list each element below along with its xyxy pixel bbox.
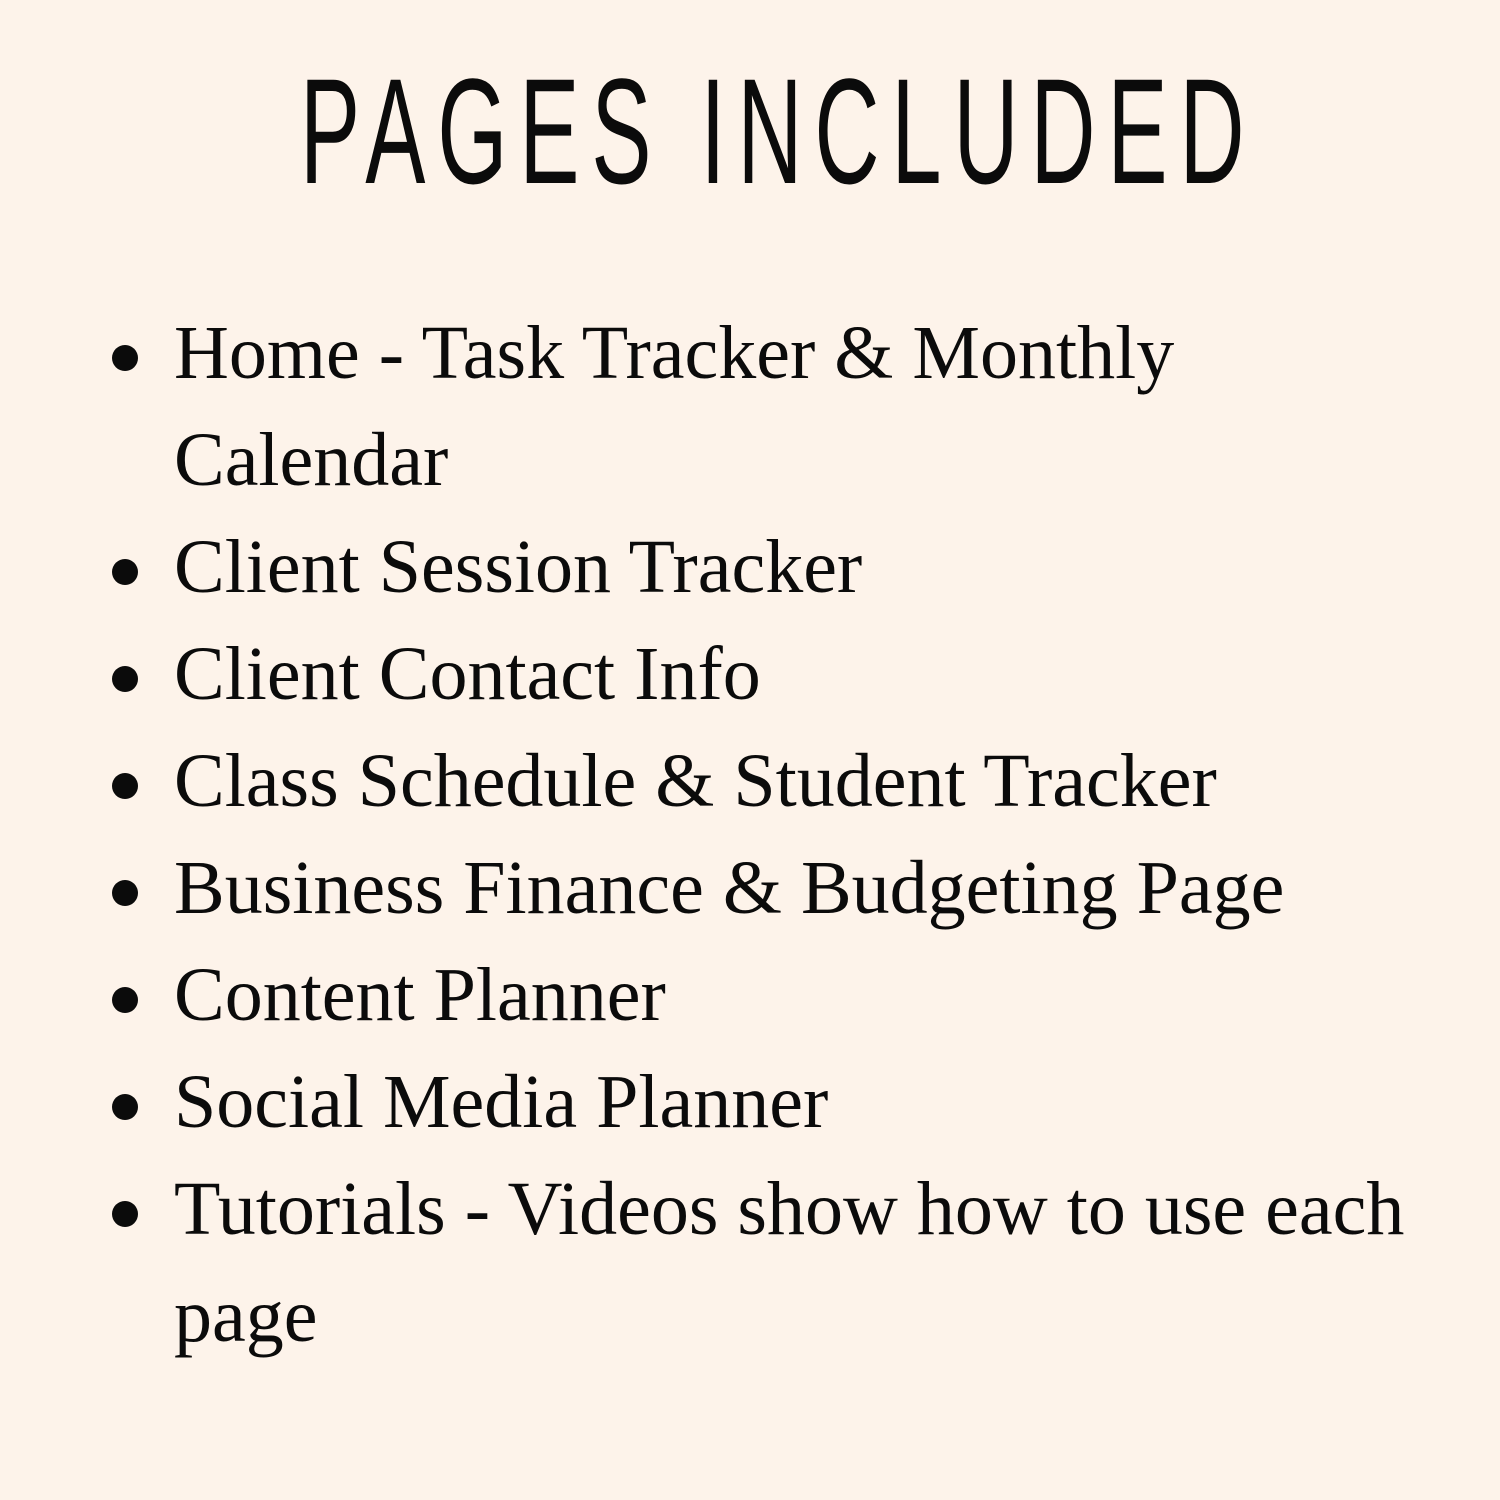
list-item [0,514,1500,621]
list-item [0,1049,1500,1156]
bullet-icon [112,559,138,585]
list-item [0,621,1500,728]
page-title: PAGES INCLUDED [299,47,1257,215]
list-item [0,300,1500,514]
list-item [0,942,1500,1049]
bullet-icon [112,987,138,1013]
list-item-label: Class Schedule & Student Tracker [174,739,1217,823]
list-item [0,1156,1500,1370]
list-item-label: Social Media Planner [174,1060,829,1144]
bullet-icon [112,773,138,799]
list-item [0,728,1500,835]
list-item-label: Content Planner [174,953,666,1037]
bullet-icon [112,880,138,906]
bullet-icon [112,345,138,371]
list-item-label: Business Finance & Budgeting Page [174,846,1285,930]
pages-list [0,300,1500,1370]
bullet-icon [112,1201,138,1227]
list-item-label: Home - Task Tracker & Monthly Calendar [174,311,1175,502]
list-item [0,835,1500,942]
bullet-icon [112,666,138,692]
list-item-label: Tutorials - Videos show how to use each page [174,1167,1405,1358]
list-item-label: Client Session Tracker [174,525,863,609]
list-item-label: Client Contact Info [174,632,761,716]
bullet-icon [112,1094,138,1120]
